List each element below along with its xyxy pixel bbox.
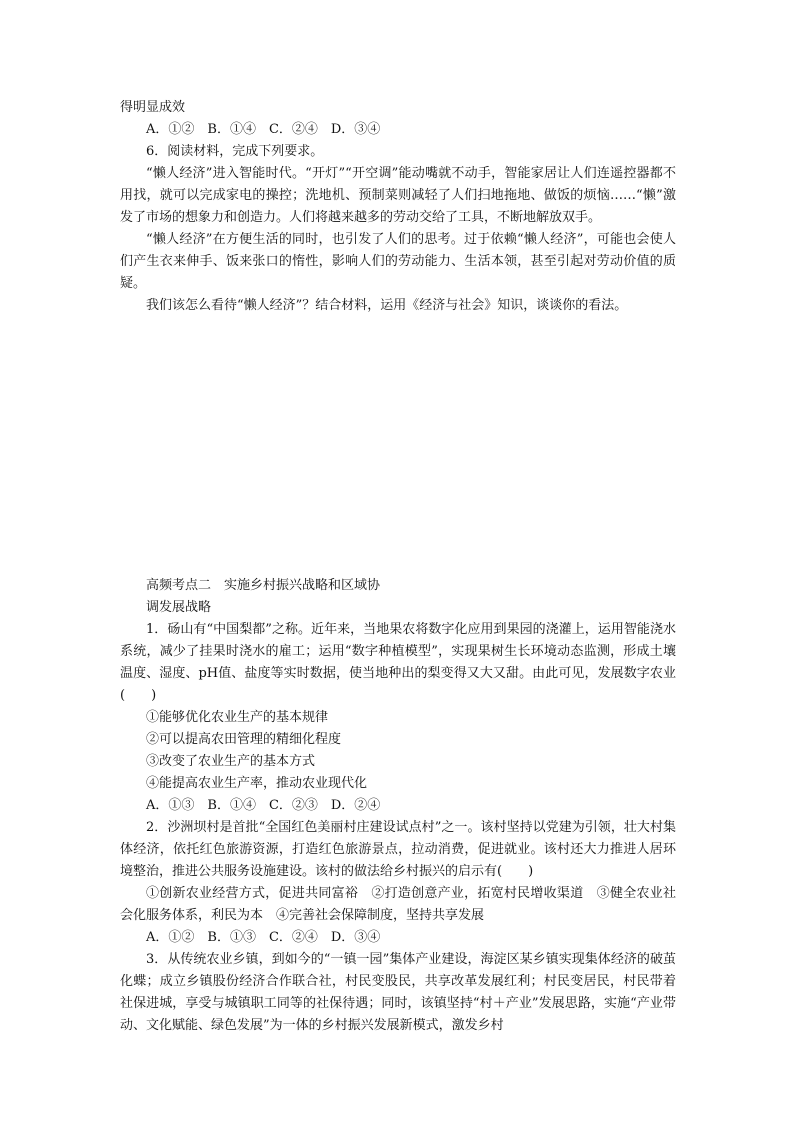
q1-stem: 1．砀山有“中国梨都”之称。近年来，当地果农将数字化应用到果园的浇灌上，运用智能浇水系统，减少了挂果时浇水的雇工；运用“数字种植模型”，实现果树生长环境动态监测，形成土壤温度、湿度、pH值、盐度等实时数据，使当地种出的梨变得又大又甜。由此可见，发展数字农业( ) <box>120 622 676 703</box>
q6-question: 我们该怎么看待“懒人经济”？结合材料，运用《经济与社会》知识，谈谈你的看法。 <box>146 298 628 313</box>
section-heading-line-2: 调发展战略 <box>146 600 212 615</box>
q1-item: ②可以提高农田管理的精细化程度 <box>146 732 342 747</box>
q1-options: A．①③ B．①④ C．②③ D．②④ <box>146 798 381 813</box>
section-part1 <box>120 97 676 317</box>
q2-items: ①创新农业经营方式，促进共同富裕 ②打造创意产业，拓宽村民增收渠道 ③健全农业社会化服务体系，利民为本 ④完善社会保障制度，坚持共享发展 <box>120 886 676 923</box>
q2-options: A．①② B．①③ C．②④ D．③④ <box>146 930 381 945</box>
q2-stem: 2．沙洲坝村是首批“全国红色美丽村庄建设试点村”之一。该村坚持以党建为引领，壮大村集体经济，依托红色旅游资源，打造红色旅游景点，拉动消费，促进就业。该村还大力推进人居环境整治，推进公共服务设施建设。该村的做法给乡村振兴的启示有( ) <box>120 820 676 879</box>
continued-line: 得明显成效 <box>120 100 186 115</box>
q1-item: ③改变了农业生产的基本方式 <box>146 754 316 769</box>
q5-options: A．①② B．①④ C．②④ D．③④ <box>146 122 381 137</box>
q6-stem: 6．阅读材料，完成下列要求。 <box>146 144 324 159</box>
q6-material-paragraph-1: “懒人经济”进入智能时代。“开灯”“开空调”能动嘴就不动手，智能家居让人们连遥控器都不用找，就可以完成家电的操控；洗地机、预制菜则减轻了人们扫地拖地、做饭的烦恼……“懒”激发了市场的想象力和创造力。人们将越来越多的劳动交给了工具，不断地解放双手。 <box>120 166 676 225</box>
section-part2 <box>120 575 676 1037</box>
section-heading-line-1: 高频考点二 实施乡村振兴战略和区域协 <box>146 578 381 593</box>
q1-item: ①能够优化农业生产的基本规律 <box>146 710 329 725</box>
q1-item: ④能提高农业生产率，推动农业现代化 <box>146 776 368 791</box>
q3-stem: 3．从传统农业乡镇，到如今的“一镇一园”集体产业建设，海淀区某乡镇实现集体经济的破茧化蝶；成立乡镇股份经济合作联合社，村民变股民，共享改革发展红利；村民变居民，村民带着社保进城，享受与城镇职工同等的社保待遇；同时，该镇坚持“村＋产业”发展思路，实施“产业带动、文化赋能、绿色发展”为一体的乡村振兴发展新模式，激发乡村 <box>120 952 676 1033</box>
q6-material-paragraph-2: “懒人经济”在方便生活的同时，也引发了人们的思考。过于依赖“懒人经济”，可能也会使人们产生衣来伸手、饭来张口的惰性，影响人们的劳动能力、生活本领，甚至引起对劳动价值的质疑。 <box>120 232 676 291</box>
